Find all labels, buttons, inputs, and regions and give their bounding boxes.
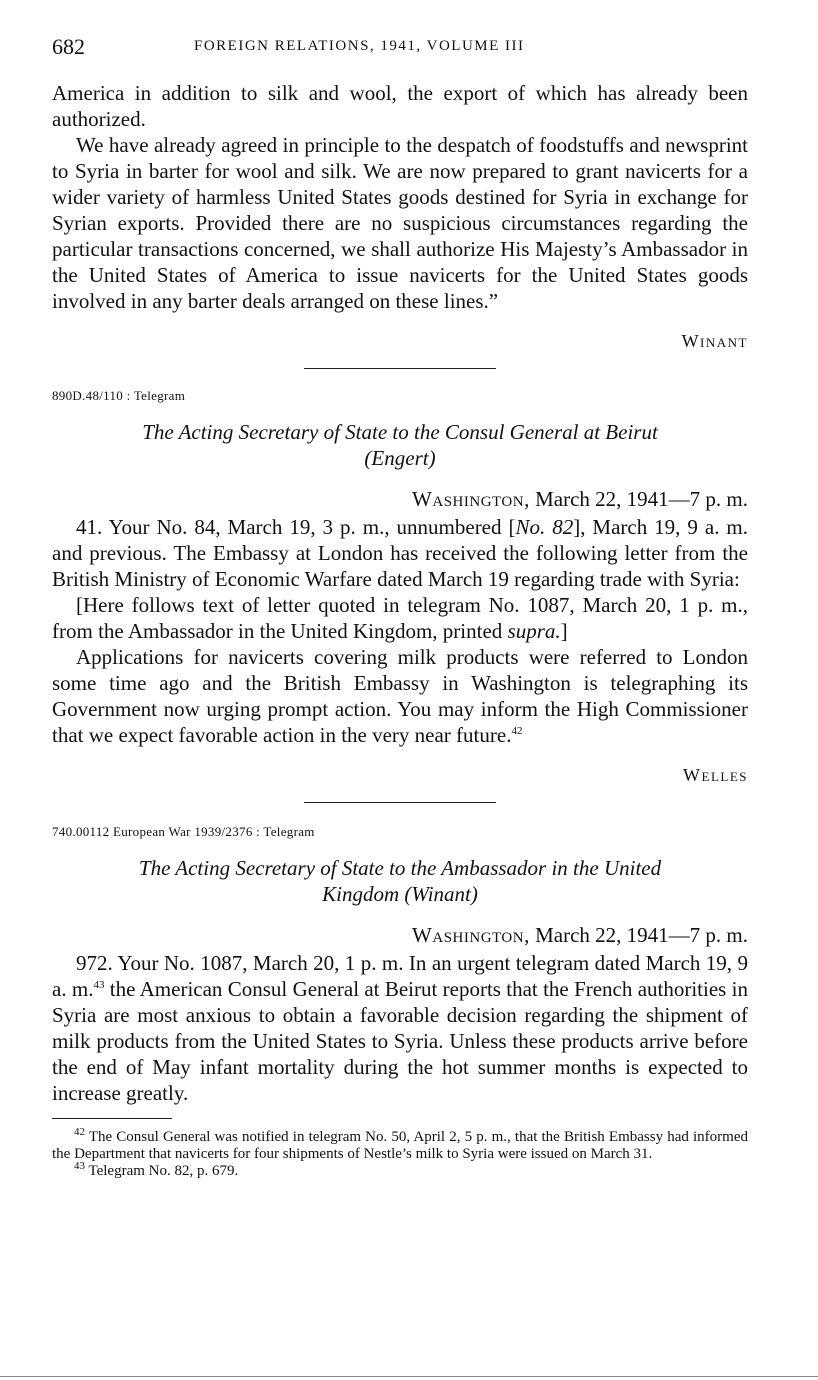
footnote-mark: 42 [74,1126,85,1138]
page-number: 682 [52,34,85,59]
footnote-mark: 43 [74,1160,85,1172]
title-line: The Acting Secretary of State to the Ambassador in the United [138,856,662,880]
footnotes [52,1126,748,1180]
paragraph [52,950,748,1106]
footnote [52,1160,748,1180]
paragraph: America in addition to silk and wool, the export of which has already been authorized. [52,81,748,131]
text-run: 972. Your No. 1087, March 20, 1 p. m. In an urgent telegram dated March 19, 9 a. m. [52,951,748,1001]
footnote [52,1126,748,1163]
title-line: The Acting Secretary of State to the Consul General at Beirut [142,420,658,444]
title-line: (Engert) [364,446,436,470]
footnote-ref[interactable]: 42 [511,725,523,737]
text-run: ) [470,882,478,906]
signature-welles: Welles [683,765,748,785]
paragraph [52,514,748,592]
title-line [52,881,748,907]
paragraph [52,644,748,748]
document-title [52,855,748,907]
dateline-place: Washington, [412,923,530,947]
footnote-ref[interactable]: 43 [93,979,105,991]
document-890d [52,383,748,788]
page-header [52,34,748,62]
text-run: [Here follows text of letter quoted in telegram No. 1087, March 20, 1 p. m., from the Ambassador in the United Kingdom, printed [52,593,748,643]
page-body [52,80,748,1180]
text-run: the American Consul General at Beirut reports that the French authorities in Syria are most anxious to obtain a favorable decision regarding the shipment of milk products from the United States to Syria. Unless these products arrive before the end of May infant mortality during the hot summer months is expected to increase greatly. [52,977,749,1105]
footnote-text: The Consul General was notified in telegram No. 50, April 2, 5 p. m., that the British Embassy had informed the Department that navicerts for four shipments of Nestle’s milk to Syria were issued on March 31. [52,1129,748,1162]
footnote-text: Telegram No. 82, p. 679. [88,1163,239,1179]
running-head: FOREIGN RELATIONS, 1941, VOLUME III [194,38,525,54]
dateline [52,923,748,948]
text-run-italic: supra. [507,619,561,643]
text-run: ] [560,619,568,643]
text-run: ], March 19, 9 a. m. and previous. The Embassy at London has received the following letter from the British Ministry of Economic Warfare dated March 19 regarding trade with Syria: [52,515,748,591]
text-run-italic: No. 82 [515,515,574,539]
dateline-place: Washington, [412,487,530,511]
section-continued-telegram [52,80,748,354]
text-run: Kingdom ( [322,882,412,906]
paragraph [52,592,748,644]
text-run: 41. Your No. 84, March 19, 3 p. m., unnumbered [ [76,515,516,539]
dateline [52,487,748,512]
section-divider [304,368,496,369]
document-title [52,419,748,471]
file-reference: 740.00112 European War 1939/2376 : Telegram [52,824,315,839]
footnote-divider [52,1118,172,1119]
file-reference: 890D.48/110 : Telegram [52,388,186,403]
document-740 [52,819,748,1106]
text-run: Applications for navicerts covering milk products were referred to London some time ago and the British Embassy in Washington is telegraphing its Government now urging prompt action. You may inform the High Commissioner that we expect favorable action in the very near future. [52,645,748,747]
page-bottom-edge [0,1376,818,1377]
signature-winant: Winant [681,331,748,351]
paragraph: We have already agreed in principle to the despatch of foodstuffs and newsprint to Syria in barter for wool and silk. We are now prepared to grant navicerts for a wider variety of harmless United States goods destined for Syria in exchange for Syrian exports. Provided there are no suspicious circumstances regarding the particular transactions concerned, we shall authorize His Majesty’s Ambassador in the United States of America to issue navicerts for the United States goods involved in any barter deals arranged on these lines.” [52,133,748,313]
text-run: Winant [411,882,471,906]
dateline-time: March 22, 1941—7 p. m. [535,923,748,947]
section-divider [304,802,496,803]
dateline-time: March 22, 1941—7 p. m. [535,487,748,511]
